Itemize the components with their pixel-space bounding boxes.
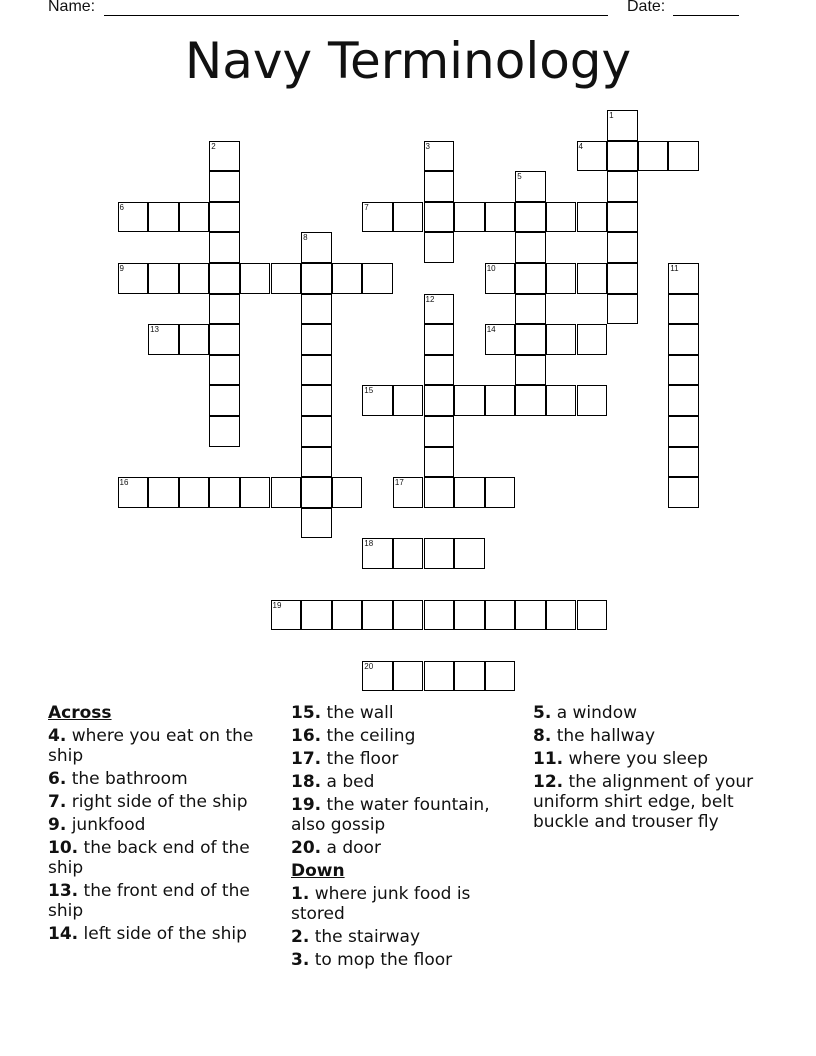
grid-cell[interactable] [424, 202, 455, 233]
page-title: Navy Terminology [184, 32, 632, 90]
grid-cell[interactable] [148, 477, 179, 508]
clue-number: 6 [119, 202, 124, 212]
grid-cell[interactable] [668, 355, 699, 386]
grid-cell[interactable] [515, 355, 546, 386]
clue-down-1: 1. where junk food is stored [291, 884, 471, 924]
grid-cell-15[interactable] [362, 385, 393, 416]
grid-cell[interactable] [515, 232, 546, 263]
clue-number: 14 [486, 325, 496, 335]
grid-cell[interactable] [240, 477, 271, 508]
clue-number: 1 [609, 111, 614, 120]
grid-cell[interactable] [546, 600, 577, 631]
grid-cell[interactable] [607, 171, 638, 202]
clue-across-10: 10. the back end of the ship [48, 838, 250, 878]
name-label: Name: [48, 0, 96, 15]
clues-column-1 [48, 703, 278, 947]
grid-cell[interactable] [424, 355, 455, 386]
grid-cell[interactable] [668, 385, 699, 416]
clue-number: 18 [364, 539, 374, 549]
clues-column-2 [291, 703, 516, 973]
grid-cell[interactable] [301, 600, 332, 631]
grid-cell[interactable] [393, 202, 424, 233]
clue-down-3: 3. to mop the floor [291, 950, 453, 970]
clue-down-5: 5. a window [533, 703, 638, 723]
grid-cell[interactable] [209, 416, 240, 447]
grid-cell-3[interactable] [424, 141, 455, 172]
grid-cell-4[interactable] [577, 141, 608, 172]
clue-down-12: 12. the alignment of your uniform shirt edge, belt buckle and trouser fly [533, 772, 754, 832]
grid-cell[interactable] [148, 202, 179, 233]
clue-number: 9 [119, 264, 124, 273]
grid-cell[interactable] [515, 263, 546, 294]
grid-cell[interactable] [393, 600, 424, 631]
grid-cell-7[interactable] [362, 202, 393, 233]
clue-number: 2 [211, 141, 216, 151]
grid-cell[interactable] [424, 385, 455, 416]
grid-cell[interactable] [485, 661, 516, 692]
grid-cell[interactable] [424, 447, 455, 478]
clue-number: 4 [578, 141, 583, 151]
grid-cell[interactable] [271, 477, 302, 508]
grid-cell[interactable] [515, 324, 546, 355]
grid-cell[interactable] [271, 263, 302, 294]
grid-cell[interactable] [668, 294, 699, 325]
grid-cell[interactable] [332, 477, 363, 508]
grid-cell[interactable] [577, 263, 608, 294]
grid-cell-16[interactable] [118, 477, 149, 508]
grid-cell[interactable] [332, 263, 363, 294]
grid-cell[interactable] [179, 202, 210, 233]
grid-cell[interactable] [607, 232, 638, 263]
grid-cell-2[interactable] [209, 141, 240, 172]
grid-cell[interactable] [301, 263, 332, 294]
grid-cell[interactable] [668, 447, 699, 478]
grid-cell[interactable] [546, 385, 577, 416]
clue-number: 20 [364, 661, 374, 671]
clue-number: 16 [119, 478, 129, 488]
clue-number: 10 [486, 264, 496, 273]
across-heading: Across [48, 703, 112, 723]
grid-cell-11[interactable] [668, 263, 699, 294]
grid-cell[interactable] [668, 141, 699, 172]
grid-cell[interactable] [424, 477, 455, 508]
clue-across-18: 18. a bed [291, 772, 375, 792]
grid-cell[interactable] [301, 294, 332, 325]
grid-cell[interactable] [546, 263, 577, 294]
grid-cell[interactable] [485, 477, 516, 508]
grid-cell[interactable] [607, 294, 638, 325]
clue-across-4: 4. where you eat on the ship [48, 726, 254, 766]
clue-number: 13 [150, 325, 159, 335]
grid-cell[interactable] [515, 600, 546, 631]
grid-cell[interactable] [485, 385, 516, 416]
clue-across-20: 20. a door [291, 838, 381, 858]
grid-cell[interactable] [668, 477, 699, 508]
clue-number: 12 [425, 294, 435, 304]
grid-cell[interactable] [148, 263, 179, 294]
grid-cell[interactable] [607, 141, 638, 172]
clue-down-8: 8. the hallway [533, 726, 656, 746]
grid-cell[interactable] [209, 171, 240, 202]
grid-cell[interactable] [485, 600, 516, 631]
grid-cell-20[interactable] [362, 661, 393, 692]
grid-cell[interactable] [577, 324, 608, 355]
grid-cell-5[interactable] [515, 171, 546, 202]
grid-cell[interactable] [454, 661, 485, 692]
grid-cell[interactable] [301, 477, 332, 508]
grid-cell[interactable] [301, 324, 332, 355]
grid-cell[interactable] [209, 294, 240, 325]
grid-cell-13[interactable] [148, 324, 179, 355]
grid-cell[interactable] [362, 263, 393, 294]
grid-cell[interactable] [577, 202, 608, 233]
grid-cell[interactable] [424, 324, 455, 355]
grid-cell-14[interactable] [485, 324, 516, 355]
grid-cell-19[interactable] [271, 600, 302, 631]
grid-cell[interactable] [179, 324, 210, 355]
grid-cell[interactable] [607, 202, 638, 233]
clue-number: 5 [517, 172, 522, 182]
grid-cell[interactable] [668, 324, 699, 355]
clue-number: 17 [394, 478, 404, 488]
grid-cell[interactable] [179, 263, 210, 294]
clue-across-9: 9. junkfood [48, 815, 146, 835]
clue-number: 3 [425, 141, 430, 151]
grid-cell[interactable] [209, 263, 240, 294]
grid-cell[interactable] [546, 324, 577, 355]
grid-cell[interactable] [209, 477, 240, 508]
grid-cell[interactable] [393, 661, 424, 692]
grid-cell[interactable] [607, 263, 638, 294]
clue-across-7: 7. right side of the ship [48, 792, 248, 812]
grid-cell[interactable] [546, 202, 577, 233]
grid-cell[interactable] [515, 294, 546, 325]
clue-across-13: 13. the front end of the ship [48, 881, 250, 921]
grid-cell[interactable] [301, 447, 332, 478]
grid-cell-10[interactable] [485, 263, 516, 294]
clue-number: 8 [303, 233, 308, 243]
grid-cell-18[interactable] [362, 538, 393, 569]
grid-cell[interactable] [362, 600, 393, 631]
grid-cell[interactable] [209, 355, 240, 386]
grid-cell[interactable] [424, 416, 455, 447]
grid-cell[interactable] [424, 232, 455, 263]
grid-cell-6[interactable] [118, 202, 149, 233]
grid-cell[interactable] [301, 416, 332, 447]
grid-cell[interactable] [179, 477, 210, 508]
grid-cell[interactable] [301, 508, 332, 539]
grid-cell[interactable] [209, 385, 240, 416]
clue-across-15: 15. the wall [291, 703, 394, 723]
grid-cell[interactable] [332, 600, 363, 631]
clue-down-11: 11. where you sleep [533, 749, 709, 769]
grid-cell[interactable] [515, 202, 546, 233]
grid-cell[interactable] [515, 385, 546, 416]
grid-cell[interactable] [454, 538, 485, 569]
clue-number: 11 [670, 264, 679, 273]
grid-cell-12[interactable] [424, 294, 455, 325]
date-label: Date: [627, 0, 666, 15]
grid-cell[interactable] [454, 202, 485, 233]
clue-number: 15 [364, 386, 374, 396]
grid-cell[interactable] [485, 202, 516, 233]
grid-cell[interactable] [301, 385, 332, 416]
grid-cell[interactable] [424, 661, 455, 692]
grid-cell[interactable] [454, 385, 485, 416]
clue-number: 19 [272, 600, 282, 610]
grid-cell[interactable] [638, 141, 669, 172]
grid-cell[interactable] [209, 202, 240, 233]
grid-cell[interactable] [454, 477, 485, 508]
grid-cell-17[interactable] [393, 477, 424, 508]
clue-down-2: 2. the stairway [291, 927, 421, 947]
clues-column-3 [533, 703, 768, 835]
clue-across-17: 17. the floor [291, 749, 399, 769]
grid-cell[interactable] [424, 600, 455, 631]
clue-number: 7 [364, 202, 369, 212]
grid-cell[interactable] [577, 600, 608, 631]
grid-cell[interactable] [454, 600, 485, 631]
grid-cell[interactable] [424, 171, 455, 202]
clue-across-16: 16. the ceiling [291, 726, 416, 746]
grid-cell[interactable] [209, 324, 240, 355]
grid-cell-1[interactable] [607, 110, 638, 141]
grid-cell[interactable] [209, 232, 240, 263]
grid-cell[interactable] [240, 263, 271, 294]
grid-cell-9[interactable] [118, 263, 149, 294]
grid-cell[interactable] [577, 385, 608, 416]
grid-cell[interactable] [393, 538, 424, 569]
grid-cell[interactable] [393, 385, 424, 416]
clue-across-14: 14. left side of the ship [48, 924, 247, 944]
grid-cell[interactable] [668, 416, 699, 447]
clue-across-19: 19. the water fountain, also gossip [291, 795, 490, 835]
clue-across-6: 6. the bathroom [48, 769, 188, 789]
grid-cell-8[interactable] [301, 232, 332, 263]
down-heading: Down [291, 861, 345, 881]
grid-cell[interactable] [301, 355, 332, 386]
grid-cell[interactable] [424, 538, 455, 569]
